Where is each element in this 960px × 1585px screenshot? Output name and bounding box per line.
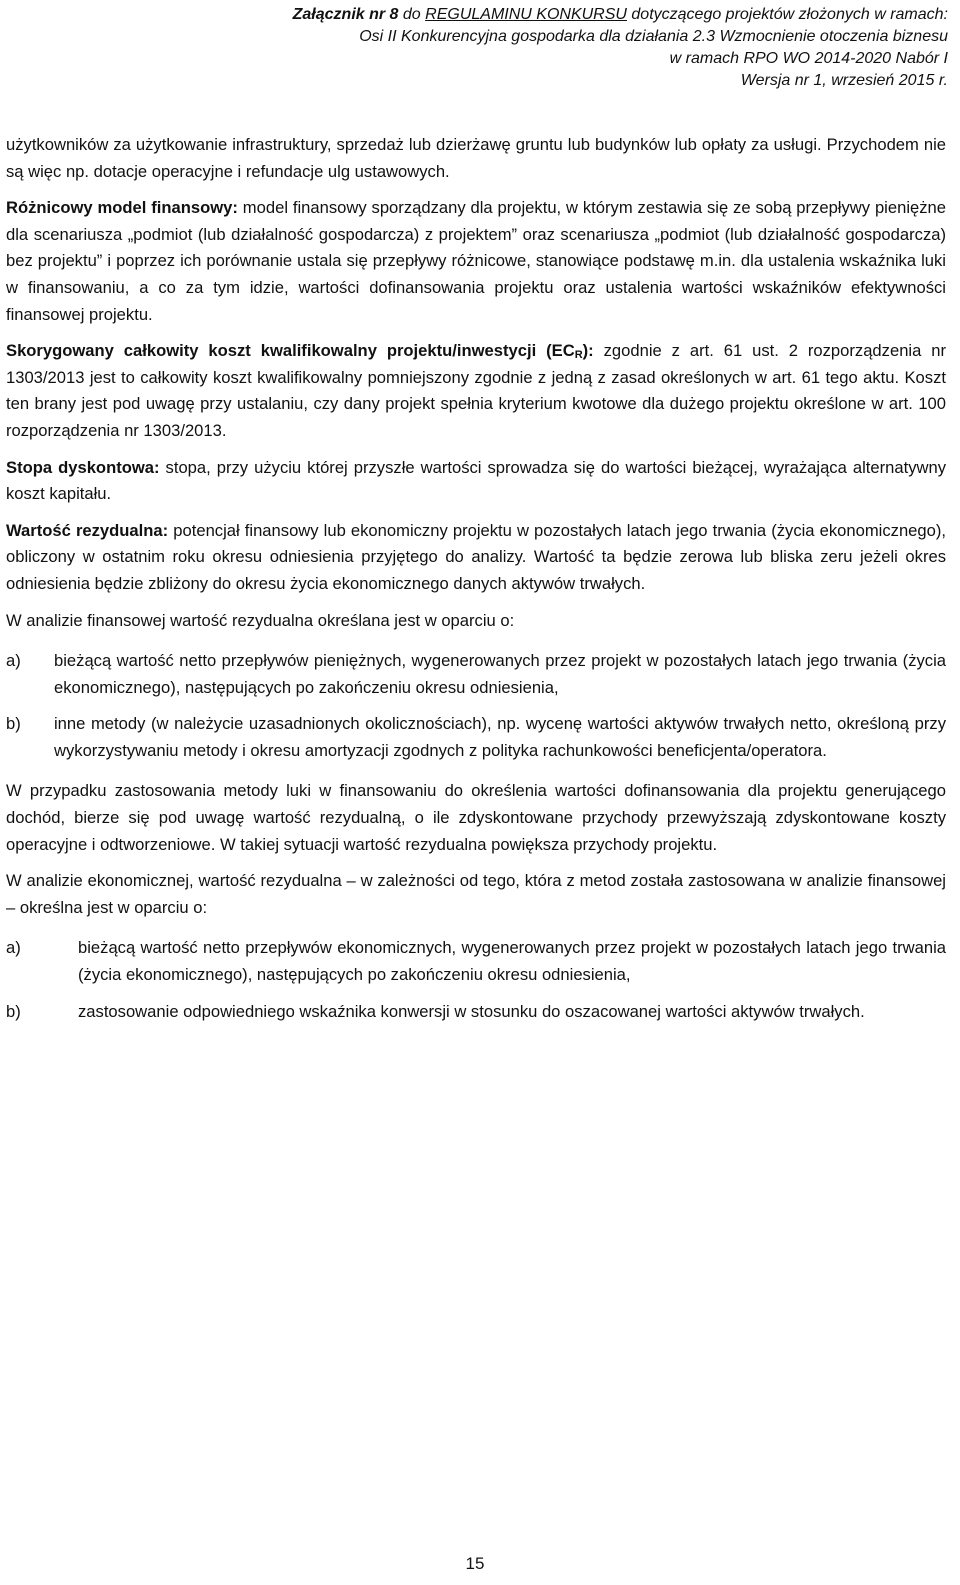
document-header [188,4,948,92]
list-item-text: bieżącą wartość netto przepływów pieniężnych, wygenerowanych przez projekt w pozostałych latach jego trwania (życia ekonomicznego), następujących po zakończeniu okresu odniesienia, [54,651,946,697]
header-attachment-number: Załącznik nr 8 [292,6,399,23]
paragraph-income: użytkowników za użytkowanie infrastruktury, sprzedaż lub dzierżawę gruntu lub budynków lub opłaty za usługi. Przychodem nie są więc np. dotacje operacyjne i refundacje ulg ustawowych. [6,135,946,181]
list-item [6,711,946,764]
page-number: 15 [465,1554,485,1573]
header-line-2: Osi II Konkurencyjna gospodarka dla działania 2.3 Wzmocnienie otoczenia biznesu [359,28,948,45]
list-item [6,999,946,1026]
list-marker: b) [6,714,21,734]
list-item-text: bieżącą wartość netto przepływów ekonomicznych, wygenerowanych przez projekt w pozostałych latach jego trwania (życia ekonomicznego), następujących po zakończeniu okresu odniesienia, [78,938,946,985]
paragraph-funding-gap: W przypadku zastosowania metody luki w finansowaniu do określenia wartości dofinansowania dla projektu generującego dochód, bierze się pod uwagę wartość rezydualną, o ile zdyskontowane przychody przewyższają zdyskontowane koszty operacyjne i odtworzeniowe. W takiej sytuacji wartość rezydualna powiększa przychody projektu. [6,781,946,854]
term-adjusted-cost [6,341,594,360]
list-item-text: zastosowanie odpowiedniego wskaźnika konwersji w stosunku do oszacowanej wartości aktywów trwałych. [78,1001,865,1021]
list-marker: b) [6,1001,21,1021]
paragraph-economic-analysis-intro: W analizie ekonomicznej, wartość rezydualna – w zależności od tego, która z metod została zastosowana w analizie finansowej – określna jest w oparciu o: [6,871,946,917]
list-marker: a) [6,651,21,671]
header-line-1 [188,4,948,26]
definition-differential-model: model finansowy sporządzany dla projektu, w którym zestawia się ze sobą przepływy pieniężne dla scenariusza „podmiot (lub działalność gospodarcza) z projektem” oraz scenariusza „podmiot (lub działalność gospodarcza) bez projektu” i poprzez ich porównanie ustala się przepływy różnicowe, stanowiące podstawę m.in. dla ustalenia wskaźnika luki w finansowaniu, a co za tym idzie, wartości dofinansowania projektu oraz ustalenia wartości wskaźników efektywności finansowej projektu. [6,198,946,324]
list-item-text: inne metody (w należycie uzasadnionych okolicznościach), np. wycenę wartości aktywów trwałych netto, określoną przy wykorzystywaniu metody i okresu amortyzacji zgodnych z polityka rachunkowości beneficjenta/operatora. [54,714,946,760]
paragraph-financial-analysis-intro: W analizie finansowej wartość rezydualna określana jest w oparciu o: [6,610,515,630]
term-residual-value: Wartość rezydualna: [6,520,169,540]
header-connector: do [398,6,426,23]
header-line-1-suffix: dotyczącego projektów złożonych w ramach: [626,6,948,23]
document-body [6,132,946,1035]
paragraph-discount-rate [6,455,946,508]
list-marker: a) [6,938,21,958]
paragraph-adjusted-cost [6,338,946,444]
header-regulation-link[interactable]: REGULAMINU KONKURSU [425,6,627,23]
term-adjusted-cost-subscript: R [574,349,583,362]
definition-discount-rate: stopa, przy użyciu której przyszłe wartości sprowadza się do wartości bieżącej, wyrażająca alternatywny koszt kapitału. [6,457,946,504]
header-line-3: w ramach RPO WO 2014-2020 Nabór I [669,50,948,67]
list-item [6,648,946,701]
paragraph-residual-value [6,518,946,598]
term-adjusted-cost-main: Skorygowany całkowity koszt kwalifikowalny projektu/inwestycji (EC [6,341,575,361]
term-discount-rate: Stopa dyskontowa: [6,457,160,477]
term-adjusted-cost-end: ): [582,341,594,361]
term-differential-model: Różnicowy model finansowy: [6,198,238,218]
header-line-4: Wersja nr 1, wrzesień 2015 r. [740,72,948,89]
paragraph-differential-model [6,195,946,328]
list-item [6,935,946,988]
definition-adjusted-cost: zgodnie z art. 61 ust. 2 rozporządzenia nr 1303/2013 jest to całkowity koszt kwalifikowalny pomniejszony zgodnie z jedną z zasad określonych w art. 61 tego aktu. Koszt ten brany jest pod uwagę przy ustalaniu, czy dany projekt spełnia kryterium kwotowe dla dużego projektu określone w art. 100 rozporządzenia nr 1303/2013. [6,341,946,440]
definition-residual-value: potencjał finansowy lub ekonomiczny projektu w pozostałych latach jego trwania (życia ekonomicznego), obliczony w ostatnim roku okresu odniesienia przyjętego do analizy. Wartość ta będzie zerowa lub bliska zeru jeżeli okres odniesienia będzie zbliżony do okresu życia ekonomicznego danych aktywów trwałych. [6,520,946,593]
